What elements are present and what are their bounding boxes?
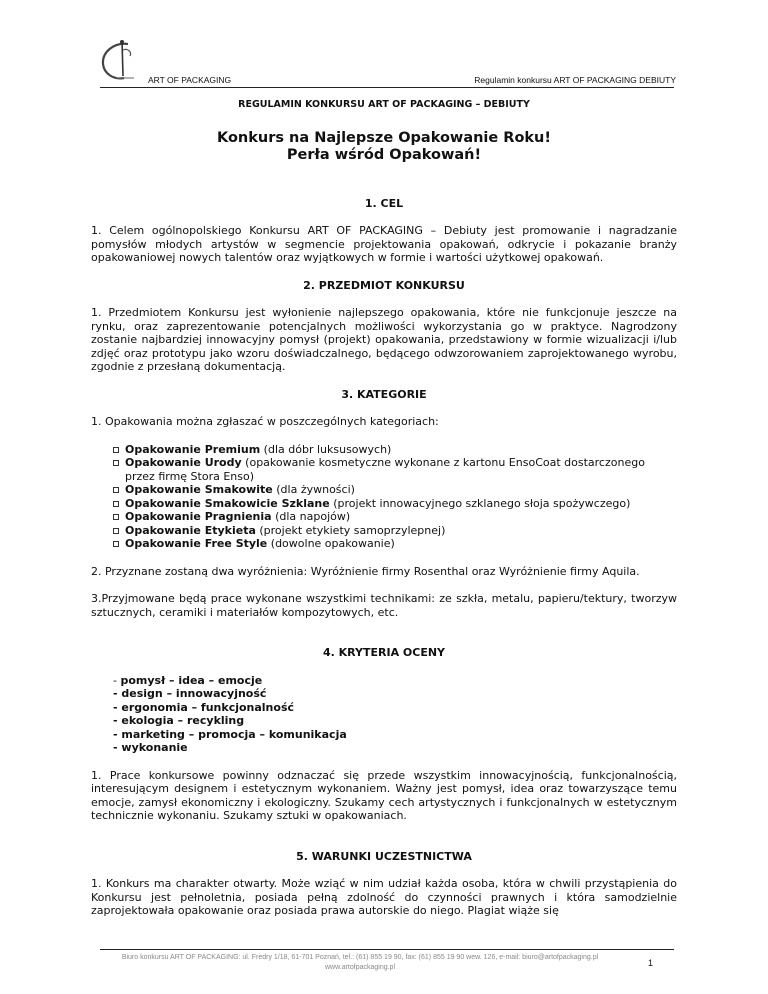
criteria-item: - design – innowacyjność [113,687,267,700]
footer-divider [100,949,674,950]
criteria-item: - ergonomia – funkcjonalność [113,700,295,714]
section-4-heading: 4. KRYTERIA OCENY [322,646,446,659]
header-left-title: ART OF PACKAGING [148,75,232,85]
category-list [91,443,677,551]
document-body [91,98,677,918]
section-5-paragraph-1: 1. Konkurs ma charakter otwarty. Może wziąć w nim udział każda osoba, która w chwili przystąpienia do Konkursu jest pełnoletnia, posiada pełną zdolność do czynności prawnych i która samodzielnie zaprojektowała opakowanie oraz posiada prawa autorskie do niego. Plagiat wiąże się [91,877,677,917]
section-2-paragraph-1: 1. Przedmiotem Konkursu jest wyłonienie najlepszego opakowania, które nie funkcjonuje jeszcze na rynku, oraz zaprezentowanie potencjalnych możliwości wykorzystania go w praktyce. Nagrodzony zostanie najbardziej innowacyjny pomysł (projekt) opakowania, przedstawiony w formie wizualizacji i/lub zdjęć oraz prototypu jako wzoru doświadczalnego, będącego odwzorowaniem zaprojektowanego wyrobu, zgodnie z przesłaną dokumentacją. [91,306,677,373]
section-1-heading: 1. CEL [364,196,404,210]
category-item: Opakowanie Pragnienia (dla napojów) [113,510,677,524]
art-of-packaging-logo [96,38,142,82]
document-heading: REGULAMIN KONKURSU ART OF PACKAGING – DEBIUTY [238,99,530,110]
section-3-paragraph-2: 2. Przyznane zostaną dwa wyróżnienia: Wyróżnienie firmy Rosenthal oraz Wyróżnienie firmy Aquila. [91,564,640,578]
main-title-line-1: Konkurs na Najlepsze Opakowanie Roku! [216,129,551,146]
category-item: Opakowanie Smakowite (dla żywności) [113,483,677,497]
section-4-paragraph-1: 1. Prace konkursowe powinny odznaczać się przede wszystkim innowacyjnością, funkcjonalnością, interesującym designem i estetycznym wykonaniem. Ważny jest pomysł, idea oraz towarzyszące temu emocje, zamysł ekonomiczny i ekologiczny. Szukamy cech artystycznych i funkcjonalnych w estetycznym technicznie wykonaniu. Szukamy sztuki w opakowaniach. [91,768,677,822]
footer-contact [100,953,620,972]
page-number: 1 [648,958,654,968]
category-item: Opakowanie Smakowicie Szklane (projekt innowacyjnego szklanego słoja spożywczego) [113,497,677,511]
main-title-line-2: Perła wśród Opakowań! [286,146,482,163]
criteria-item: - marketing – promocja – komunikacja [113,727,347,741]
category-item: Opakowanie Free Style (dowolne opakowanie) [113,537,677,551]
category-item: Opakowanie Premium (dla dóbr luksusowych) [113,443,677,457]
section-2-heading: 2. PRZEDMIOT KONKURSU [303,278,465,292]
criteria-item: - wykonanie [113,741,188,754]
header-right-title: Regulamin konkursu ART OF PACKAGING DEBIUTY [474,75,676,85]
footer-website: www.artofpackaging.pl [324,963,396,971]
category-item: Opakowanie Urody (opakowanie kosmetyczne wykonane z kartonu EnsoCoat dostarczonego przez firmę Stora Enso) [113,456,677,483]
section-5-heading: 5. WARUNKI UCZESTNICTWA [296,849,472,863]
header-divider [100,87,674,88]
section-3-heading: 3. KATEGORIE [341,387,427,401]
main-title [91,130,677,164]
category-item: Opakowanie Etykieta (projekt etykiety samoprzylepnej) [113,524,677,538]
section-3-intro: 1. Opakowania można zgłaszać w poszczególnych kategoriach: [91,415,439,428]
section-1-paragraph-1: 1. Celem ogólnopolskiego Konkursu ART OF PACKAGING – Debiuty jest promowanie i nagradzanie pomysłów młodych artystów w segmencie projektowania opakowań, odkrycie i pokazanie branży opakowaniowej nowych talentów oraz wyjątkowych w formie i wartości użytkowej opakowań. [91,224,677,264]
criteria-list [91,674,677,755]
footer-address: Biuro konkursu ART OF PACKAGING: ul. Fredry 1/18, 61-701 Poznań, tel.: (61) 855 19 90, fax: (61) 855 19 90 wew. 126, e-mail: biuro@artofpackaging.pl [121,954,599,961]
criteria-item: - ekologia – recykling [113,714,245,727]
criteria-item: - pomysł – idea – emocje [113,673,263,687]
section-3-paragraph-3: 3.Przyjmowane będą prace wykonane wszystkimi technikami: ze szkła, metalu, papieru/tektury, tworzyw sztucznych, ceramiki i materiałów kompozytowych, etc. [91,592,677,619]
